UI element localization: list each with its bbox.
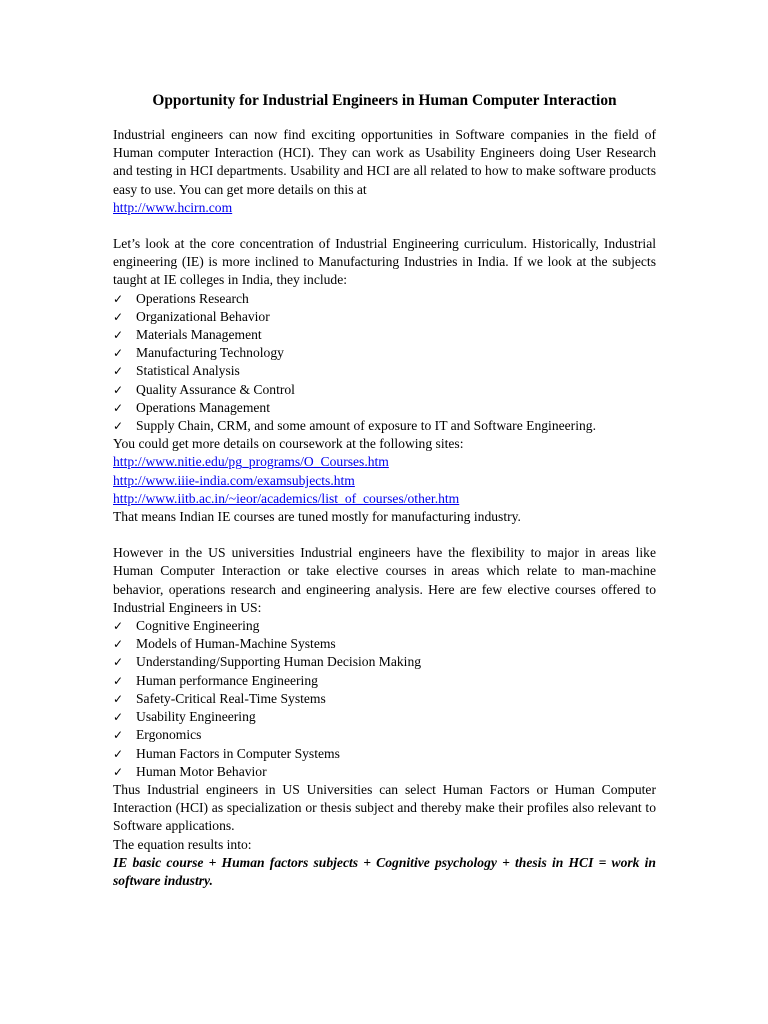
- list-item: ✓ Usability Engineering: [113, 708, 656, 726]
- list-item: ✓ Safety-Critical Real-Time Systems: [113, 690, 656, 708]
- list-item: ✓ Understanding/Supporting Human Decision Making: [113, 653, 656, 671]
- list-item: ✓ Manufacturing Technology: [113, 344, 656, 362]
- list-item: ✓ Organizational Behavior: [113, 308, 656, 326]
- list-item: ✓ Statistical Analysis: [113, 362, 656, 380]
- list-item: ✓ Materials Management: [113, 326, 656, 344]
- intro-paragraph: [113, 126, 656, 217]
- list-item: ✓ Quality Assurance & Control: [113, 381, 656, 399]
- checkmark-icon: ✓: [113, 710, 124, 725]
- paragraph-gap: [113, 217, 656, 235]
- iiie-link[interactable]: http://www.iiie-india.com/examsubjects.htm: [113, 472, 355, 488]
- equation-text: IE basic course + Human factors subjects + Cognitive psychology + thesis in HCI = work in software industry.: [113, 854, 656, 888]
- checkmark-icon: ✓: [113, 309, 124, 324]
- checkmark-icon: ✓: [113, 346, 124, 361]
- nitie-link[interactable]: http://www.nitie.edu/pg_programs/O_Courses.htm: [113, 454, 389, 470]
- checkmark-icon: ✓: [113, 382, 124, 397]
- list-item: ✓ Operations Research: [113, 290, 656, 308]
- india-conclusion: That means Indian IE courses are tuned mostly for manufacturing industry.: [113, 509, 521, 525]
- list-item: ✓ Supply Chain, CRM, and some amount of exposure to IT and Software Engineering.: [113, 417, 656, 435]
- us-paragraph: However in the US universities Industrial engineers have the flexibility to major in areas like Human Computer Interaction or take elective courses in areas which relate to man-machine behavior, operations research and engineering analysis. Here are few elective courses offered to Industrial Engineers in US:: [113, 545, 656, 615]
- list-item: ✓ Operations Management: [113, 399, 656, 417]
- iitb-link[interactable]: http://www.iitb.ac.in/~ieor/academics/list_of_courses/other.htm: [113, 490, 460, 506]
- list-item: ✓ Models of Human-Machine Systems: [113, 635, 656, 653]
- checkmark-icon: ✓: [113, 655, 124, 670]
- coursework-intro: You could get more details on coursework at the following sites:: [113, 436, 464, 452]
- us-electives-list: [113, 617, 656, 781]
- list-item: ✓ Ergonomics: [113, 726, 656, 744]
- checkmark-icon: ✓: [113, 364, 124, 379]
- checkmark-icon: ✓: [113, 673, 124, 688]
- equation-intro: The equation results into:: [113, 836, 252, 852]
- hcirn-link[interactable]: http://www.hcirn.com: [113, 199, 233, 215]
- list-item: ✓ Cognitive Engineering: [113, 617, 656, 635]
- checkmark-icon: ✓: [113, 328, 124, 343]
- checkmark-icon: ✓: [113, 619, 124, 634]
- checkmark-icon: ✓: [113, 728, 124, 743]
- checkmark-icon: ✓: [113, 400, 124, 415]
- paragraph-gap: [113, 526, 656, 544]
- document-title: Opportunity for Industrial Engineers in Human Computer Interaction: [152, 92, 617, 109]
- checkmark-icon: ✓: [113, 419, 124, 434]
- list-item: ✓ Human Motor Behavior: [113, 763, 656, 781]
- document-page: [113, 90, 656, 890]
- checkmark-icon: ✓: [113, 691, 124, 706]
- curriculum-paragraph: Let’s look at the core concentration of Industrial Engineering curriculum. Historically, Industrial engineering (IE) is more inclined to Manufacturing Industries in India. If we look at the subjects taught at IE colleges in India, they include:: [113, 236, 656, 288]
- checkmark-icon: ✓: [113, 746, 124, 761]
- checkmark-icon: ✓: [113, 291, 124, 306]
- india-subjects-list: [113, 290, 656, 436]
- checkmark-icon: ✓: [113, 764, 124, 779]
- list-item: ✓ Human Factors in Computer Systems: [113, 745, 656, 763]
- list-item: ✓ Human performance Engineering: [113, 672, 656, 690]
- us-conclusion-paragraph: Thus Industrial engineers in US Universities can select Human Factors or Human Computer Interaction (HCI) as specialization or thesis subject and thereby make their profiles also relevant to Software applications.: [113, 781, 656, 834]
- checkmark-icon: ✓: [113, 637, 124, 652]
- intro-text: Industrial engineers can now find exciting opportunities in Software companies in the field of Human computer Interaction (HCI). They can work as Usability Engineers doing User Research and testing in HCI departments. Usability and HCI are all related to how to make software products easy to use. You can get more details on this at: [113, 127, 656, 197]
